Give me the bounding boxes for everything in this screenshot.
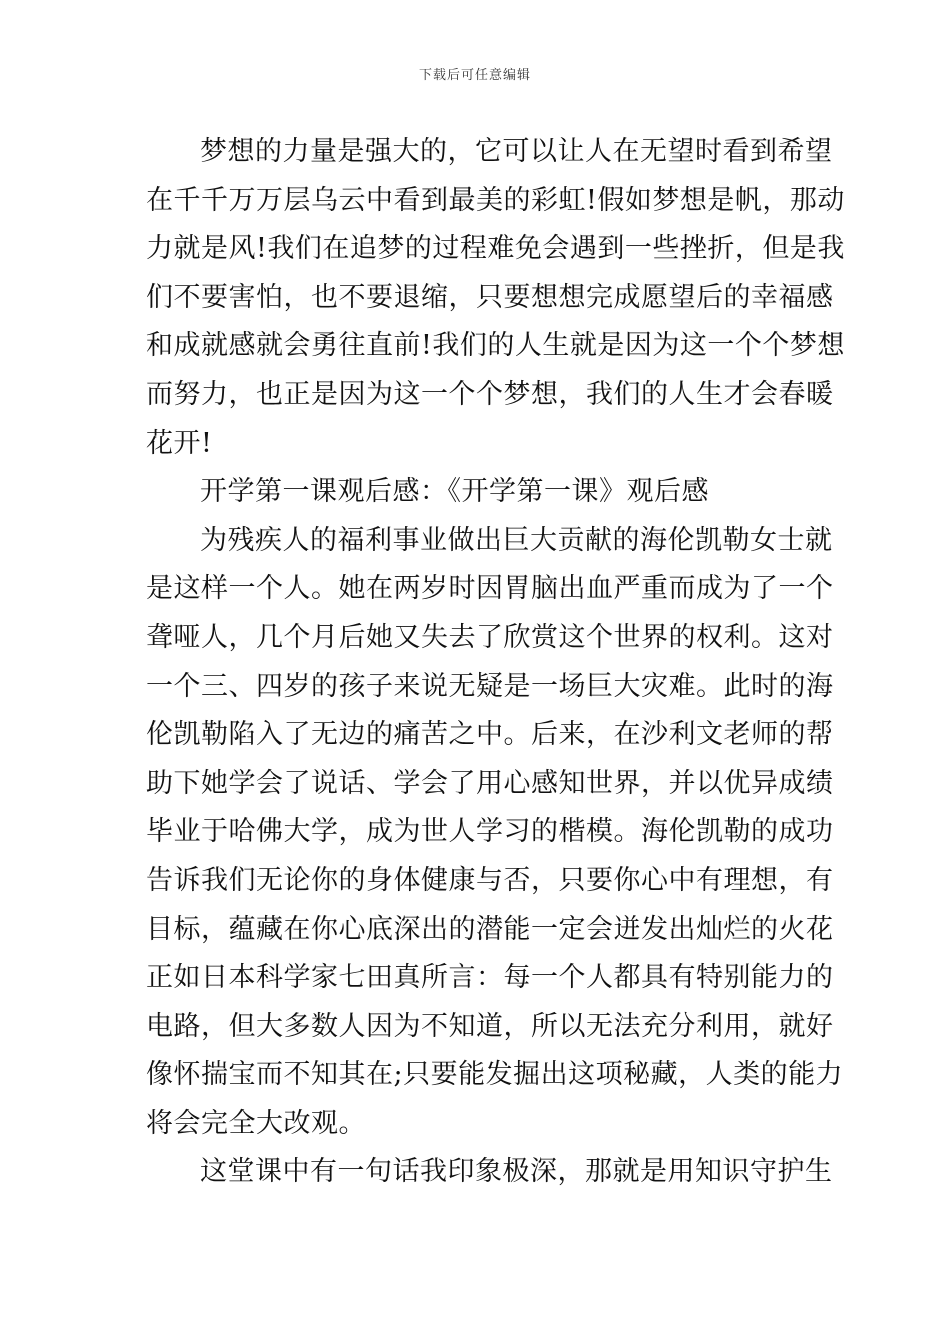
page-header-note: 下载后可任意编辑 [418, 68, 531, 83]
text-line: 是这样一个人。她在两岁时因胃脑出血严重而成为了一个 [146, 573, 834, 605]
text-line: 像怀揣宝而不知其在;只要能发掘出这项秘藏，人类的能力 [146, 1059, 844, 1091]
text-line: 告诉我们无论你的身体健康与否，只要你心中有理想，有 [146, 864, 834, 896]
text-line: 毕业于哈佛大学，成为世人学习的楷模。海伦凯勒的成功 [146, 816, 834, 848]
text-line: 这堂课中有一句话我印象极深，那就是用知识守护生 [200, 1156, 833, 1188]
text-line: 一个三、四岁的孩子来说无疑是一场巨大灾难。此时的海 [146, 670, 834, 702]
text-line: 花开! [146, 427, 213, 459]
section-heading: 开学第一课观后感：《开学第一课》观后感 [200, 476, 709, 508]
text-line: 为残疾人的福利事业做出巨大贡献的海伦凯勒女士就 [200, 524, 833, 556]
text-line: 在千千万万层乌云中看到最美的彩虹!假如梦想是帆，那动 [146, 184, 845, 216]
text-line: 正如日本科学家七田真所言：每一个人都具有特别能力的 [146, 962, 834, 994]
text-line: 目标，蕴藏在你心底深出的潜能一定会迸发出灿烂的火花 [146, 913, 834, 945]
text-line: 梦想的力量是强大的，它可以让人在无望时看到希望 [200, 136, 833, 167]
text-line: 和成就感就会勇往直前!我们的人生就是因为这一个个梦想 [146, 330, 845, 362]
text-line: 伦凯勒陷入了无边的痛苦之中。后来，在沙利文老师的帮 [146, 719, 834, 751]
document-body [146, 128, 845, 1197]
text-line: 力就是风!我们在追梦的过程难免会遇到一些挫折，但是我 [146, 233, 845, 265]
text-line: 聋哑人，几个月后她又失去了欣赏这个世界的权利。这对 [146, 621, 834, 653]
text-line: 而努力，也正是因为这一个个梦想，我们的人生才会春暖 [146, 378, 834, 410]
text-line: 们不要害怕，也不要退缩，只要想想完成愿望后的幸福感 [146, 281, 834, 313]
text-line: 电路，但大多数人因为不知道，所以无法充分利用，就好 [146, 1010, 834, 1042]
text-line: 助下她学会了说话、学会了用心感知世界，并以优异成绩 [146, 767, 834, 799]
text-line: 将会完全大改观。 [146, 1107, 366, 1139]
